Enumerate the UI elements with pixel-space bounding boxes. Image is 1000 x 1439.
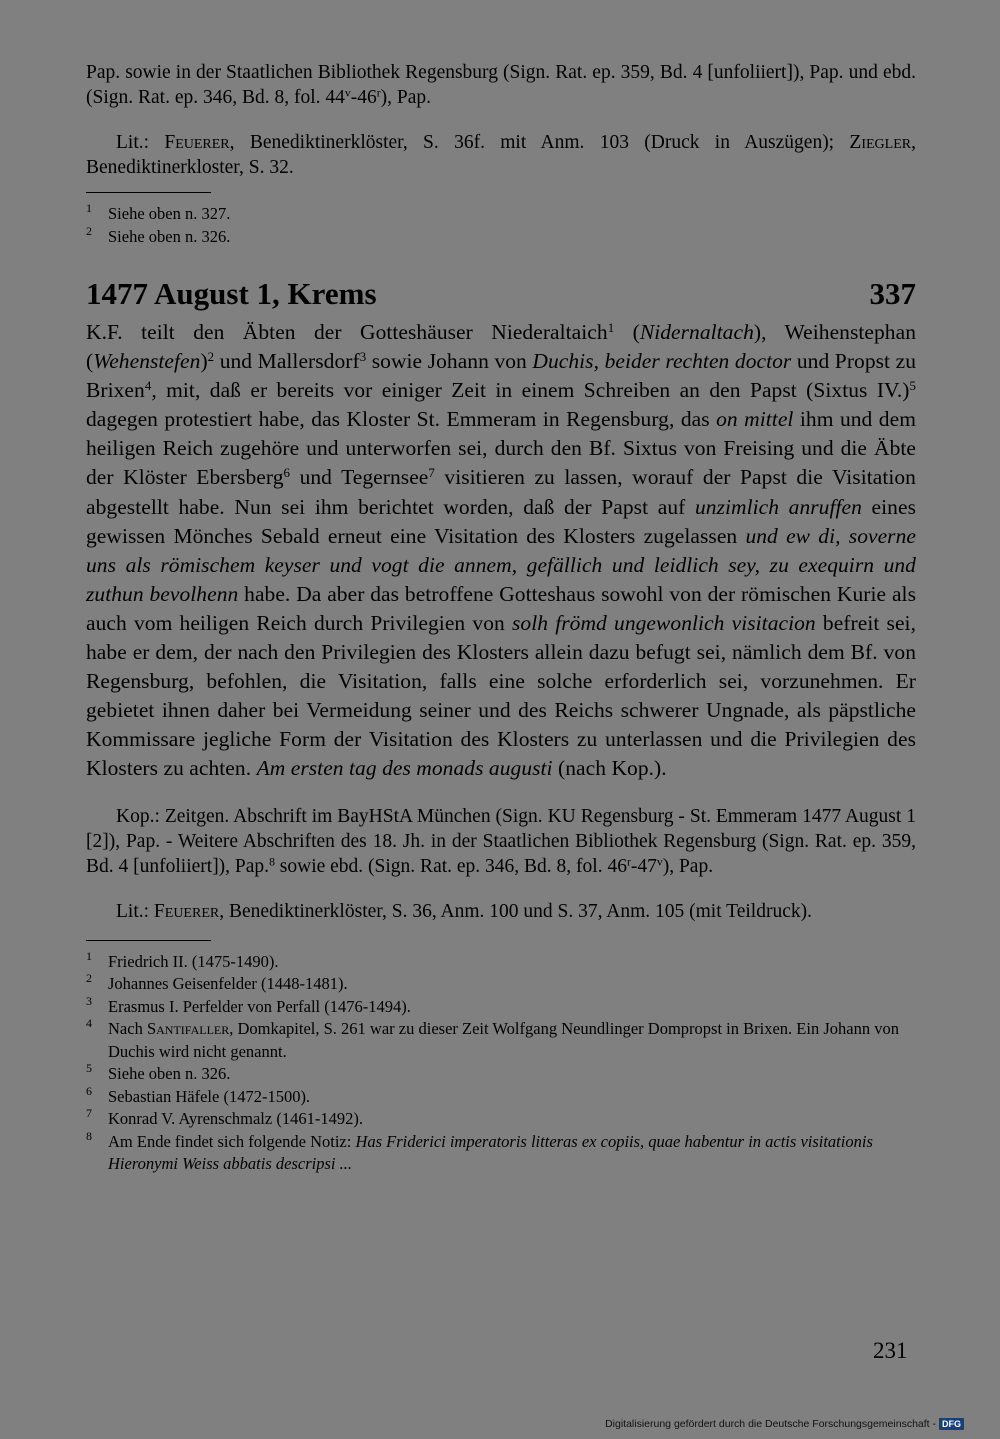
funding-credit bbox=[605, 1418, 964, 1430]
footnote: 2 Johannes Geisenfelder (1448-1481). bbox=[86, 971, 348, 993]
literature-note: Lit.: Feuerer, Benediktinerklöster, S. 36, Anm. 100 und S. 37, Anm. 105 (mit Teildruck). bbox=[116, 900, 812, 922]
footnote: 4 Nach Santifaller, Domkapitel, S. 261 war zu dieser Zeit Wolfgang Neundlinger Dompropst in Brixen. Ein Johann von Duchis wird nicht genannt. bbox=[86, 1016, 899, 1061]
page-content bbox=[86, 54, 916, 1176]
footnote: 2 Siehe oben n. 326. bbox=[86, 223, 231, 246]
footnote: 5 Siehe oben n. 326. bbox=[86, 1061, 231, 1083]
footnote: 1 Siehe oben n. 327. bbox=[86, 201, 231, 223]
entry-title: 1477 August 1, Krems bbox=[86, 276, 377, 311]
footnote: 8 Am Ende findet sich folgende Notiz: Has Friderici imperatoris litteras ex copiis, quae habentur in actis visitationis Hieronymi Weiss abbatis descripsi ... bbox=[86, 1128, 873, 1173]
credit-text: Digitalisierung gefördert durch die Deutsche Forschungsgemeinschaft - bbox=[605, 1418, 936, 1430]
page-number: 231 bbox=[873, 1338, 908, 1363]
footnote-divider bbox=[86, 940, 211, 941]
continued-source-text: Pap. sowie in der Staatlichen Bibliothek Regensburg (Sign. Rat. ep. 359, Bd. 4 [unfoliiert]), Pap. und ebd. (Sign. Rat. ep. 346, Bd. 8, fol. 44$^v$-46$^r$), Pap. bbox=[86, 62, 916, 108]
footnote-divider bbox=[86, 192, 211, 193]
literature-note: Lit.: Feuerer, Benediktinerklöster, S. 36f. mit Anm. 103 (Druck in Auszügen); Ziegler, Benediktinerkloster, S. 32. bbox=[86, 132, 916, 178]
footnote: 3 Erasmus I. Perfelder von Perfall (1476-1494). bbox=[86, 993, 411, 1016]
entry-number: 337 bbox=[869, 276, 916, 311]
footnote: 7 Konrad V. Ayrenschmalz (1461-1492). bbox=[86, 1106, 363, 1128]
entry-heading bbox=[86, 276, 916, 312]
copy-note: Kop.: Zeitgen. Abschrift im BayHStA München (Sign. KU Regensburg - St. Emmeram 1477 August 1 [2]), Pap. - Weitere Abschriften des 18. Jh. in der Staatlichen Bibliothek Regensburg (Sign. Rat. ep. 359, Bd. 4 [unfoliiert]), Pap.$^8$ sowie ebd. (Sign. Rat. ep. 346, Bd. 8, fol. 46$^r$-47$^v$), Pap. bbox=[86, 805, 916, 877]
entry-body: K.F. teilt den Äbten der Gotteshäuser Niederaltaich$^1$ (Nidernaltach), Weihenstephan (Wehenstefen)$^2$ und Mallersdorf$^3$ sowie Johann von Duchis, beider rechten doctor und Propst zu Brixen$^4$, mit, daß er bereits vor einiger Zeit in einem Schreiben an den Papst (Sixtus IV.)$^5$ dagegen protestiert habe, das Kloster St. Emmeram in Regensburg, das on mittel ihm und dem heiligen Reich zugehöre und unterworfen sei, durch den Bf. Sixtus von Freising und die Äbte der Klöster Ebersberg$^6$ und Tegernsee$^7$ visitieren zu lassen, worauf der Papst die Visitation abgestellt habe. Nun sei ihm berichtet worden, daß der Papst auf unzimlich anruffen eines gewissen Mönches Sebald erneut eine Visitation des Klosters zugelassen und ew di, soverne uns als römischem keyser und vogt die annem, gefällich und leidlich sey, zu exequirn und zuthun bevolhenn habe. Da aber das betroffene Gotteshaus sowohl von der römischen Kurie als auch vom heiligen Reich durch Privilegien von solh frömd ungewonlich visitacion befreit sei, habe er dem, der nach den Privilegien des Klosters allein dazu befugt sei, nämlich dem Bf. von Regensburg, befohlen, die Visitation, falls eine solche erforderlich sei, vorzunehmen. Er gebietet ihnen daher bei Vermeidung seiner und des Reichs schwerer Ungnade, als päpstliche Kommissare jegliche Form der Visitation des Klosters zu unterlassen und die Privilegien des Klosters zu achten. Am ersten tag des monads augusti (nach Kop.). bbox=[86, 320, 917, 781]
footnote: 6 Sebastian Häfele (1472-1500). bbox=[86, 1083, 311, 1106]
footnote: 1 Friedrich II. (1475-1490). bbox=[86, 948, 279, 971]
dfg-logo-icon: DFG bbox=[939, 1418, 964, 1430]
